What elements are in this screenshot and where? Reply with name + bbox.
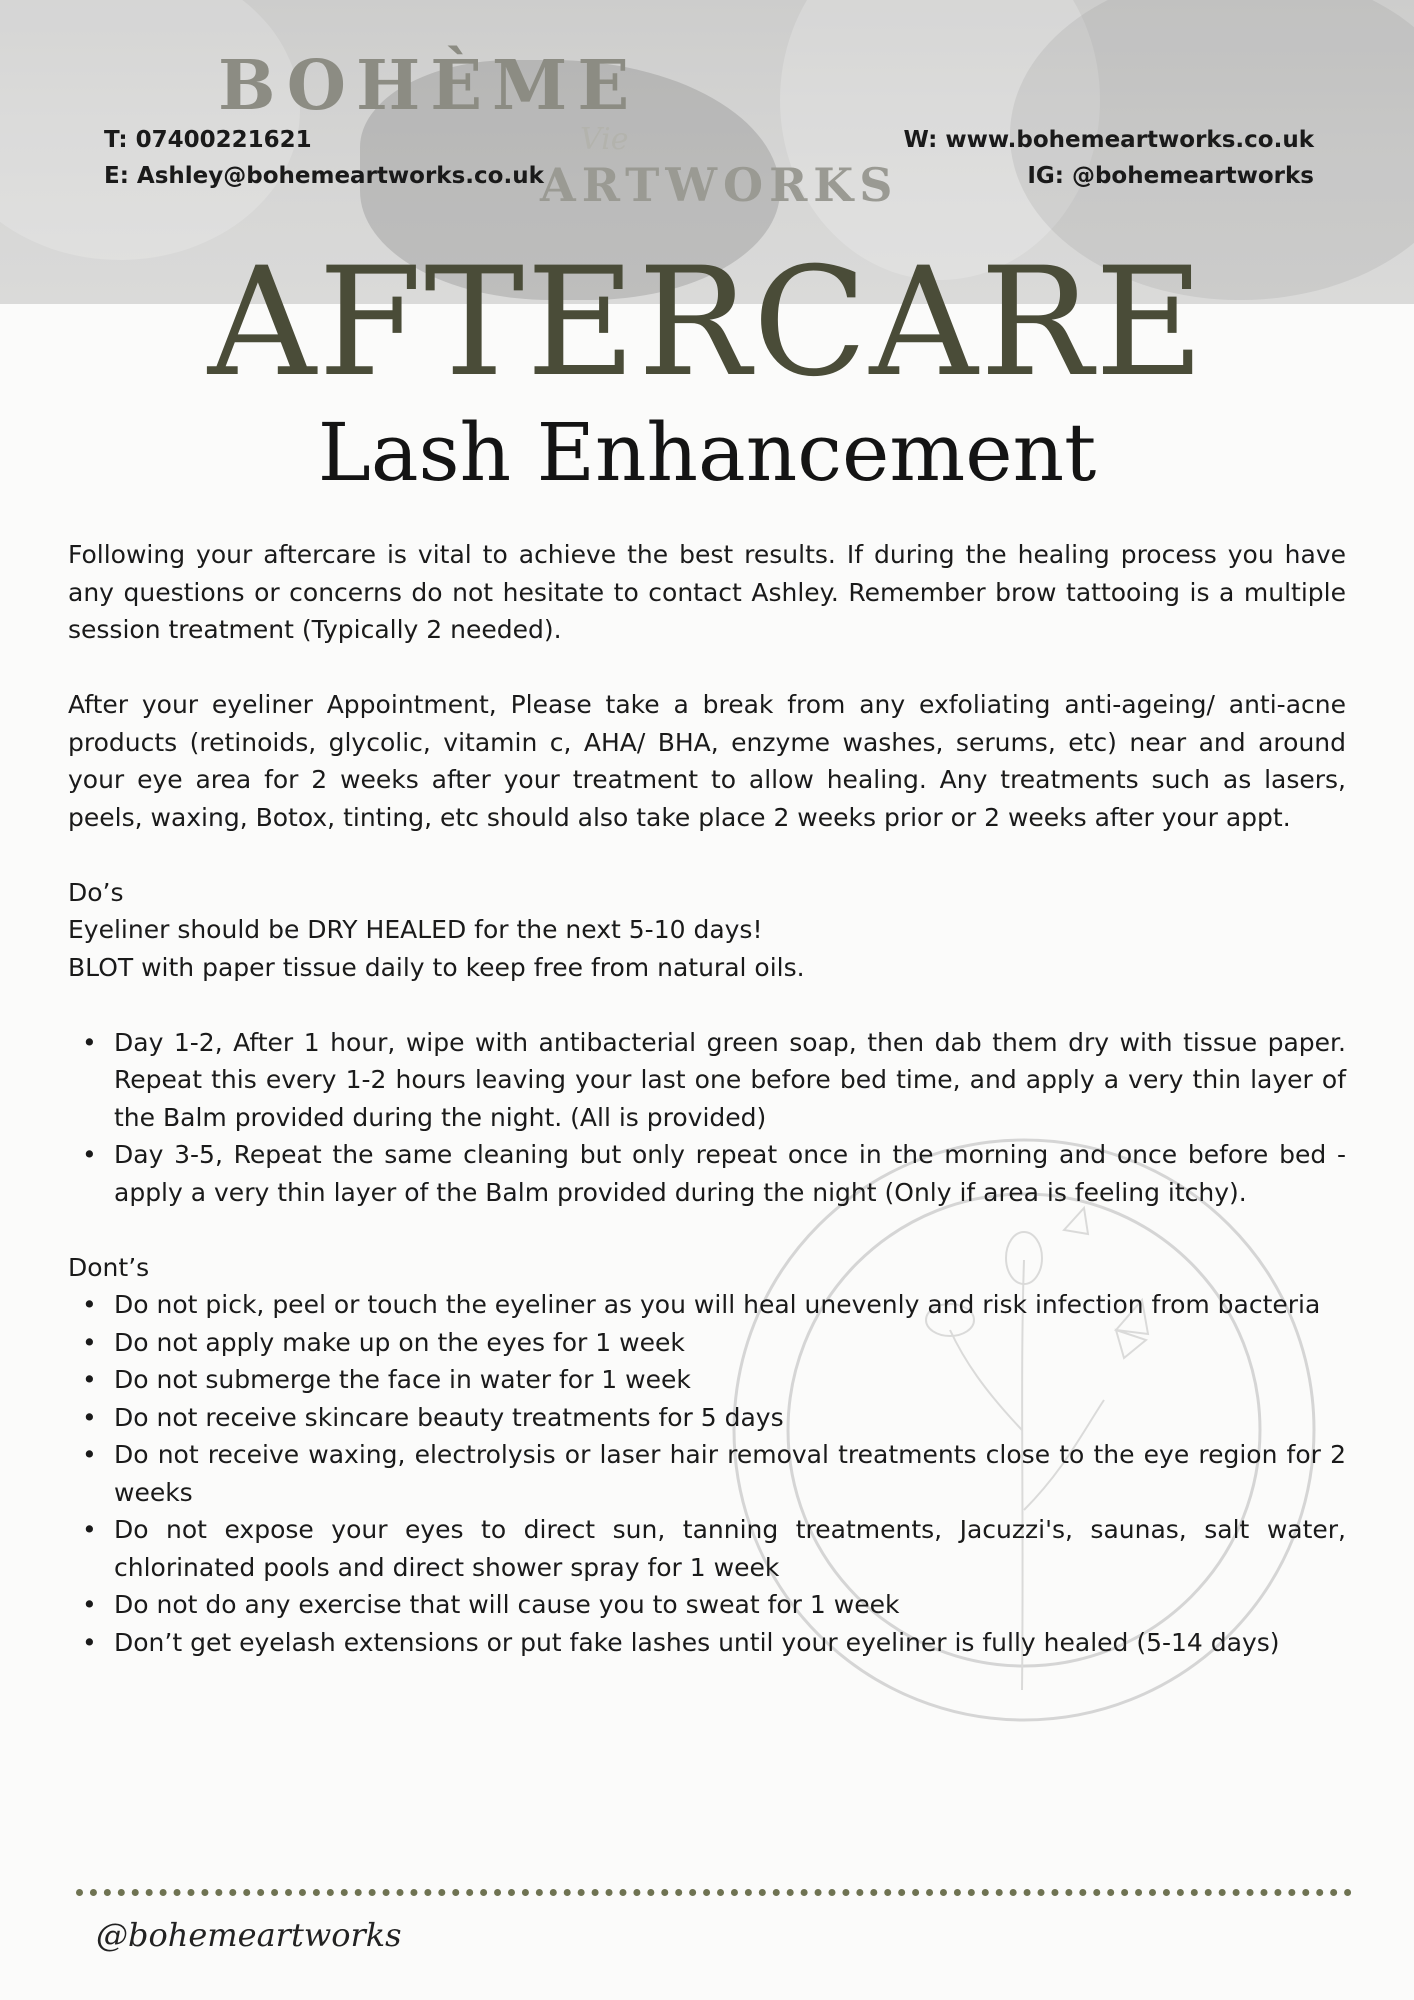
list-item: • Do not pick, peel or touch the eyeliner as you will heal unevenly and risk infection from bacteria: [68, 1286, 1346, 1324]
aftercare-content: [68, 536, 1346, 1661]
footer-handle[interactable]: @bohemeartworks: [96, 1916, 402, 1954]
bullet-icon: •: [82, 1027, 97, 1057]
list-item: • Do not apply make up on the eyes for 1 week: [68, 1324, 1346, 1362]
contact-right: [904, 122, 1315, 194]
logo-boheme: BOHÈME: [218, 46, 640, 126]
logo-vie: Vie: [580, 122, 629, 157]
bullet-icon: •: [82, 1627, 97, 1657]
dos-line-dry-healed: Eyeliner should be DRY HEALED for the next 5-10 days!: [68, 915, 763, 944]
list-item: • Don’t get eyelash extensions or put fake lashes until your eyeliner is fully healed (5-14 days): [68, 1624, 1346, 1662]
after-appointment-paragraph: After your eyeliner Appointment, Please take a break from any exfoliating anti-ageing/ anti-acne products (retinoids, glycolic, vitamin c, AHA/ BHA, enzyme washes, serums, etc) near and around your eye area for 2 weeks after your treatment to allow healing. Any treatments such as lasers, peels, waxing, Botox, tinting, etc should also take place 2 weeks prior or 2 weeks after your appt.: [68, 690, 1346, 832]
page-subtitle: Lash Enhancement: [317, 406, 1097, 499]
intro-paragraph: Following your aftercare is vital to achieve the best results. If during the healing process you have any questions or concerns do not hesitate to contact Ashley. Remember brow tattooing is a multiple session treatment (Typically 2 needed).: [68, 540, 1346, 644]
donts-heading: Dont’s: [68, 1252, 150, 1282]
dos-list: [68, 1024, 1346, 1212]
bullet-icon: •: [82, 1515, 97, 1544]
dotted-divider: [76, 1889, 1352, 1896]
contact-left: [104, 122, 544, 194]
bullet-icon: •: [82, 1365, 97, 1394]
bullet-icon: •: [82, 1290, 97, 1319]
dos-line-blot: BLOT with paper tissue daily to keep free from natural oils.: [68, 952, 805, 982]
list-item: • Day 3-5, Repeat the same cleaning but only repeat once in the morning and once before bed - apply a very thin layer of the Balm provided during the night (Only if area is feeling itchy).: [68, 1136, 1346, 1211]
list-item: • Do not submerge the face in water for 1 week: [68, 1361, 1346, 1399]
bullet-icon: •: [82, 1402, 97, 1432]
dos-heading: Do’s: [68, 877, 124, 907]
list-item: • Day 1-2, After 1 hour, wipe with antibacterial green soap, then dab them dry with tissue paper. Repeat this every 1-2 hours leaving your last one before bed time, and apply a very thin layer of the Balm provided during the night. (All is provided): [68, 1024, 1346, 1137]
bullet-icon: •: [82, 1590, 97, 1619]
page-title: AFTERCARE: [207, 236, 1207, 410]
list-item: • Do not expose your eyes to direct sun, tanning treatments, Jacuzzi's, saunas, salt water, chlorinated pools and direct shower spray for 1 week: [68, 1511, 1346, 1586]
bullet-icon: •: [82, 1327, 97, 1357]
email-address[interactable]: E: Ashley@bohemeartworks.co.uk: [104, 163, 544, 189]
list-item: • Do not do any exercise that will cause you to sweat for 1 week: [68, 1586, 1346, 1624]
instagram-handle[interactable]: IG: @bohemeartworks: [1027, 163, 1314, 189]
bullet-icon: •: [82, 1440, 97, 1469]
donts-list: [68, 1286, 1346, 1661]
logo-artworks: ARTWORKS: [540, 158, 899, 212]
bullet-icon: •: [82, 1140, 97, 1169]
website-url[interactable]: W: www.bohemeartworks.co.uk: [903, 127, 1314, 153]
list-item: • Do not receive waxing, electrolysis or laser hair removal treatments close to the eye region for 2 weeks: [68, 1436, 1346, 1511]
phone-number: T: 07400221621: [104, 127, 312, 153]
list-item: • Do not receive skincare beauty treatments for 5 days: [68, 1399, 1346, 1437]
